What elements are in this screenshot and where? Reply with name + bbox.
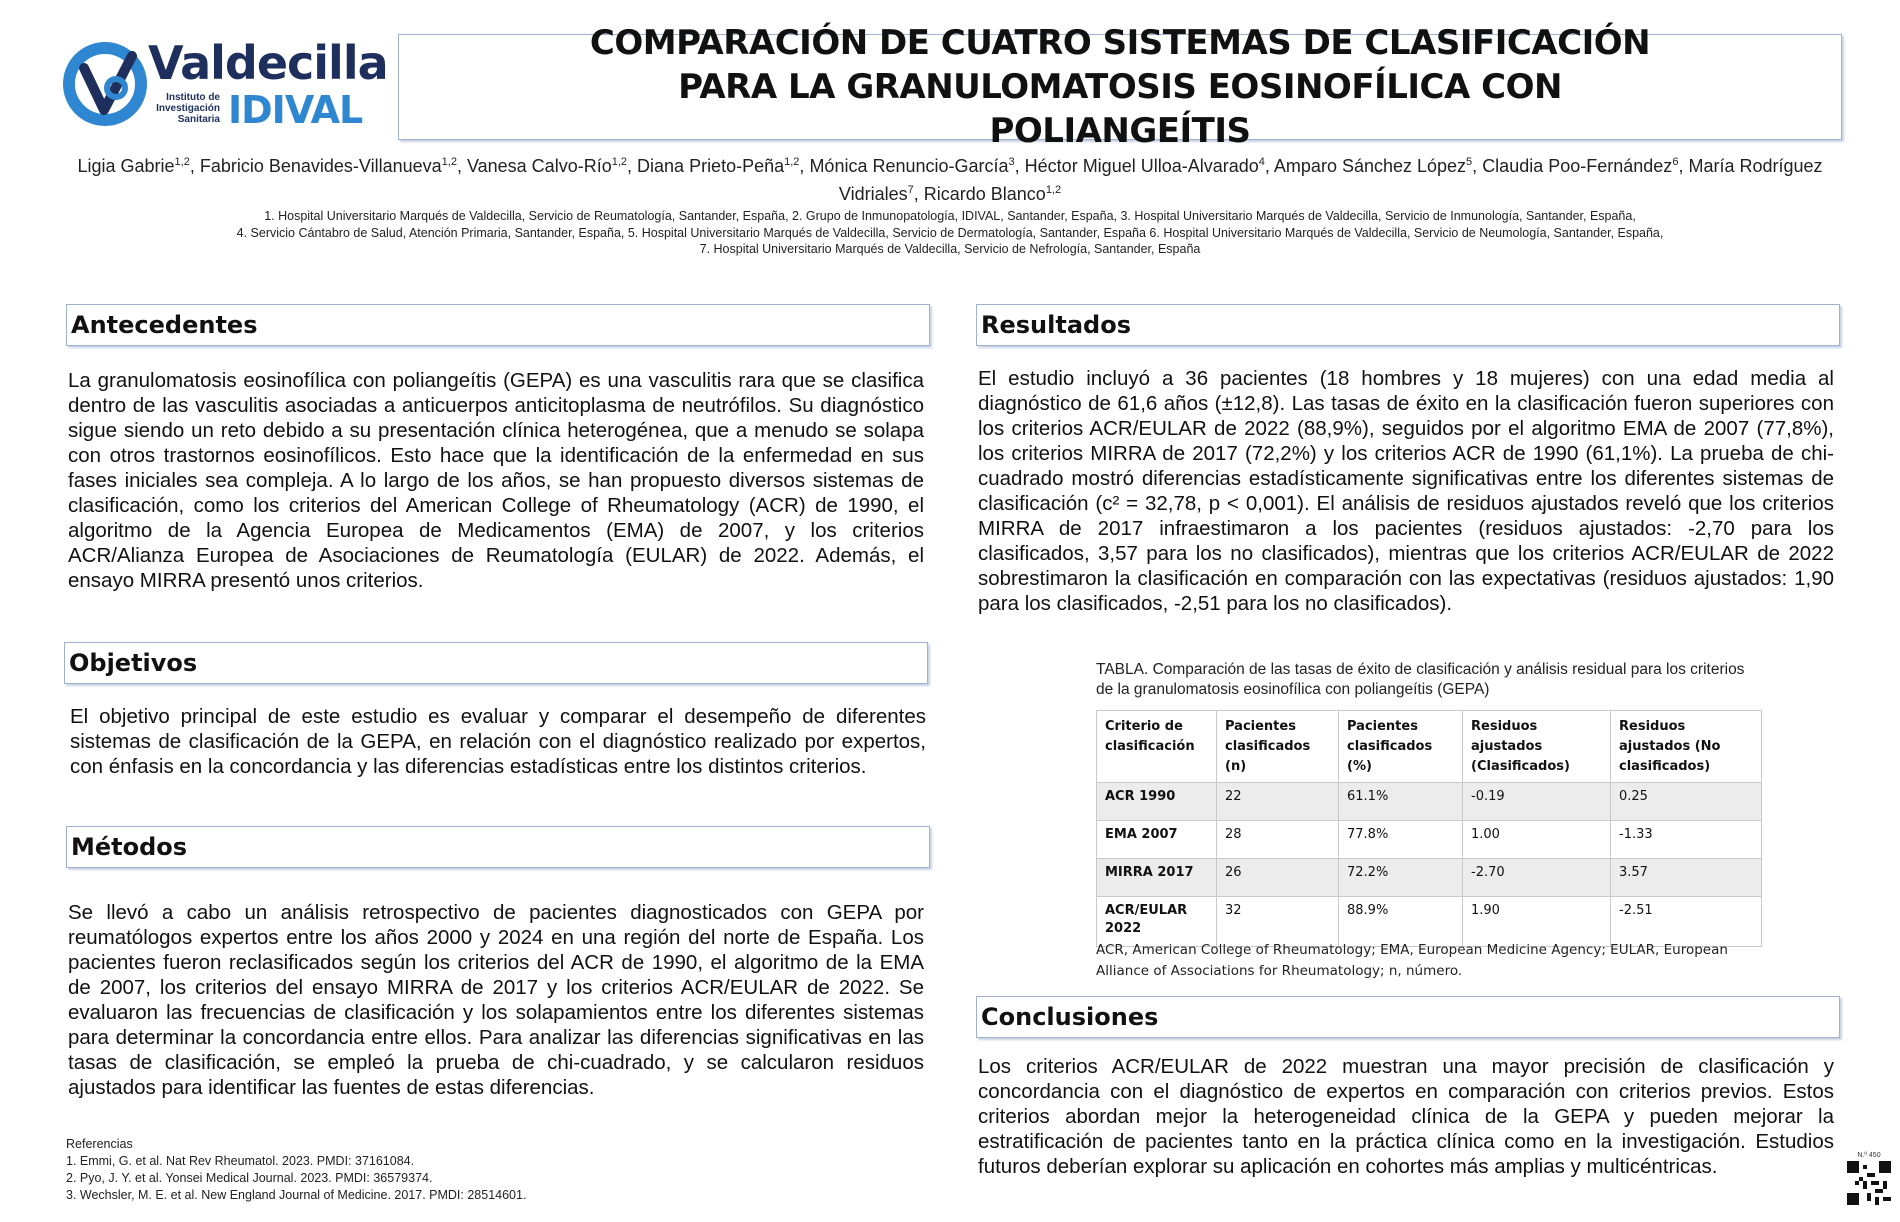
table-cell: 22 <box>1217 783 1339 821</box>
author <box>467 156 627 176</box>
author-affiliation-marker: 1,2 <box>174 156 190 168</box>
resultados-text: El estudio incluyó a 36 pacientes (18 hombres y 18 mujeres) con una edad media al diagnóstico de 61,6 años (±12,8). Las tasas de éxito en la clasificación fueron superiores con los criterios ACR/EULAR de 2022 (88,9%), seguidos por el algoritmo EMA de 2007 (77,8%), los criterios MIRRA de 2017 (72,2%) y los criterios ACR de 1990 (61,1%). La prueba de chi-cuadrado mostró diferencias estadísticamente significativas entre los diferentes sistemas de clasificación (c² = 32,78, p < 0,001). El análisis de residuos ajustados reveló que los criterios MIRRA de 2017 infraestimaron a los pacientes (residuos ajustados: -2,70 para los clasificados, 3,57 para los no clasificados), mientras que los criterios ACR/EULAR de 2022 sobrestimaron la clasificación en comparación con las expectativas (residuos ajustados: 1,90 para los clasificados, -2,51 para los no clasificados). <box>978 367 1834 615</box>
reference-item: 3. Wechsler, M. E. et al. New England Journal of Medicine. 2017. PMDI: 28514601. <box>66 1188 527 1202</box>
author-affiliation-marker: 7 <box>907 184 914 196</box>
table-header: Residuos ajustados (Clasificados) <box>1463 711 1611 783</box>
table-cell: -2.70 <box>1463 859 1611 897</box>
author-affiliation-marker: 1,2 <box>784 156 800 168</box>
valdecilla-idival-logo <box>62 36 392 132</box>
table-cell: 0.25 <box>1611 783 1762 821</box>
table-row <box>1097 783 1762 821</box>
table-header: Criterio de clasificación <box>1097 711 1217 783</box>
table-header: Pacientes clasificados (%) <box>1339 711 1463 783</box>
reference-item: 1. Emmi, G. et al. Nat Rev Rheumatol. 2023. PMDI: 37161084. <box>66 1154 415 1168</box>
table-footnote: ACR, American College of Rheumatology; EMA, European Medicine Agency; EULAR, European Alliance of Associations for Rheumatology; n, número. <box>1096 942 1728 979</box>
table-cell: ACR 1990 <box>1097 783 1217 821</box>
conclusiones-text: Los criterios ACR/EULAR de 2022 muestran una mayor precisión de clasificación y concordancia con el diagnóstico de expertos en comparación con criterios previos. Estos criterios abordan mejor la heterogeneidad clínica de la GEPA y pueden mejorar la estratificación de pacientes tanto en la práctica clínica como en la investigación. Estudios futuros deberían explorar su aplicación en cohortes más amplias y multicéntricas. <box>978 1055 1834 1178</box>
author-name: Amparo Sánchez López <box>1273 156 1467 176</box>
resultados-heading: Resultados <box>976 304 1840 346</box>
affiliations <box>40 208 1860 258</box>
logo-name: Valdecilla <box>148 36 388 90</box>
valdecilla-emblem-icon <box>62 38 148 130</box>
table-cell: 61.1% <box>1339 783 1463 821</box>
author <box>637 156 799 176</box>
author-affiliation-marker: 1,2 <box>611 156 628 168</box>
table-cell: -1.33 <box>1611 821 1762 859</box>
objetivos-heading: Objetivos <box>64 642 928 684</box>
table-cell: 3.57 <box>1611 859 1762 897</box>
author-name: Diana Prieto-Peña <box>637 156 785 176</box>
author-affiliation-marker: 1,2 <box>1045 184 1062 196</box>
table-cell: 77.8% <box>1339 821 1463 859</box>
author <box>1274 156 1472 176</box>
antecedentes-text: La granulomatosis eosinofílica con poliangeítis (GEPA) es una vasculitis rara que se clasifica dentro de las vasculitis asociadas a anticuerpos anticitoplasma de neutrófilos. Su diagnóstico sigue siendo un reto debido a su presentación clínica heterogénea, que a menudo se solapa con otros trastornos eosinofílicos. Esto hace que la identificación de la enfermedad en sus fases iniciales sea compleja. A lo largo de los años, se han propuesto diversos sistemas de clasificación, como los criterios del American College of Rheumatology (ACR) de 1990, el algoritmo de la Agencia Europea de Medicamentos (EMA) de 2007, y los criterios ACR/Alianza Europea de Asociaciones de Reumatología (EULAR) de 2022. Además, el ensayo MIRRA presentó unos criterios. <box>68 369 924 592</box>
table-cell: EMA 2007 <box>1097 821 1217 859</box>
affiliation-line: 1. Hospital Universitario Marqués de Valdecilla, Servicio de Reumatología, Santander, España, 2. Grupo de Inmunopatología, IDIVAL, Santander, España, 3. Hospital Universitario Marqués de Valdecilla, Servicio de Inmunología, Santander, España, <box>264 209 1636 223</box>
author-affiliation-marker: 5 <box>1466 156 1473 168</box>
author-affiliation-marker: 4 <box>1258 156 1265 168</box>
author <box>77 156 189 176</box>
affiliation-line: 4. Servicio Cántabro de Salud, Atención Primaria, Santander, España, 5. Hospital Universitario Marqués de Valdecilla, Servicio de Dermatología, Santander, España 6. Hospital Universitario Marqués de Valdecilla, Servicio de Neumología, Santander, España, <box>236 225 1664 240</box>
references <box>66 1136 766 1204</box>
logo-idival: IDIVAL <box>228 88 363 132</box>
author-affiliation-marker: 3 <box>1008 156 1015 168</box>
table-cell: 72.2% <box>1339 859 1463 897</box>
table-row <box>1097 821 1762 859</box>
table-cell: 1.90 <box>1463 897 1611 947</box>
author-name: Mónica Renuncio-García <box>809 156 1009 176</box>
table-cell: 26 <box>1217 859 1339 897</box>
conclusiones-heading: Conclusiones <box>976 996 1840 1038</box>
author <box>809 156 1014 176</box>
author-name: Ricardo Blanco <box>923 184 1046 204</box>
qr-code-icon <box>1847 1161 1891 1205</box>
objetivos-text: El objetivo principal de este estudio es evaluar y comparar el desempeño de diferentes sistemas de clasificación de la GEPA, en relación con el diagnóstico realizado por expertos, con énfasis en la concordancia y las diferencias estadísticas entre los distintos criterios. <box>70 705 926 778</box>
author-name: Claudia Poo-Fernández <box>1482 156 1673 176</box>
author-affiliation-marker: 6 <box>1672 156 1679 168</box>
table-caption: TABLA. Comparación de las tasas de éxito de clasificación y análisis residual para los criterios de la granulomatosis eosinofílica con poliangeítis (GEPA) <box>1096 661 1745 698</box>
table-header-row <box>1097 711 1762 783</box>
author-list: Ligia Gabrie$^{1,2}$, Fabricio Benavides-Villanueva$^{1,2}$, Vanesa Calvo-Río$^{1,2}$, Diana Prieto-Peña$^{1,2}$, Mónica Renuncio-García$^3$, Héctor Miguel Ulloa-Alvarado$^4$, Amparo Sánchez López$^5$, Claudia Poo-Fernández$^6$, María Rodríguez Vidriales$^7$, Ricardo Blanco$^{1,2}$ <box>77 156 1823 204</box>
table-cell: -2.51 <box>1611 897 1762 947</box>
author <box>924 184 1061 204</box>
affiliation-line: 7. Hospital Universitario Marqués de Valdecilla, Servicio de Nefrología, Santander, España <box>699 242 1201 256</box>
logo-subtitle: Instituto de Investigación Sanitaria <box>156 92 220 125</box>
poster-title: COMPARACIÓN DE CUATRO SISTEMAS DE CLASIFICACIÓN PARA LA GRANULOMATOSIS EOSINOFÍLICA CON POLIANGEÍTIS <box>589 23 1651 151</box>
author <box>1482 156 1678 176</box>
author-name: María Rodríguez Vidriales <box>838 156 1823 204</box>
table-header: Residuos ajustados (No clasificados) <box>1611 711 1762 783</box>
author <box>1025 156 1265 176</box>
table-row <box>1097 897 1762 947</box>
table-header: Pacientes clasificados (n) <box>1217 711 1339 783</box>
author-name: Fabricio Benavides-Villanueva <box>199 156 442 176</box>
table-cell: MIRRA 2017 <box>1097 859 1217 897</box>
reference-item: 2. Pyo, J. Y. et al. Yonsei Medical Journal. 2023. PMDI: 36579374. <box>66 1171 433 1185</box>
table-row <box>1097 859 1762 897</box>
table-cell: ACR/EULAR 2022 <box>1097 897 1217 947</box>
title-box <box>398 23 1842 151</box>
table-cell: 28 <box>1217 821 1339 859</box>
author-affiliation-marker: 1,2 <box>441 156 457 168</box>
antecedentes-heading: Antecedentes <box>66 304 930 346</box>
author-name: Ligia Gabrie <box>77 156 175 176</box>
author <box>200 156 457 176</box>
table-cell: 1.00 <box>1463 821 1611 859</box>
qr-code[interactable] <box>1846 1152 1892 1216</box>
results-table <box>1096 710 1762 947</box>
metodos-heading: Métodos <box>66 826 930 868</box>
table-cell: 88.9% <box>1339 897 1463 947</box>
references-heading: Referencias <box>66 1137 133 1151</box>
author-name: Héctor Miguel Ulloa-Alvarado <box>1024 156 1259 176</box>
poster-number: N.º 450 <box>1857 1152 1881 1159</box>
table-cell: -0.19 <box>1463 783 1611 821</box>
metodos-text: Se llevó a cabo un análisis retrospectivo de pacientes diagnosticados con GEPA por reumatólogos expertos entre los años 2000 y 2024 en una región del norte de España. Los pacientes fueron reclasificados según los criterios del ACR de 1990, el algoritmo de la EMA de 2007, los criterios del ensayo MIRRA de 2017 y los criterios ACR/EULAR de 2022. Se evaluaron las frecuencias de clasificación y los solapamientos entre los diferentes sistemas para determinar la concordancia entre ellos. Para analizar las diferencias significativas en las tasas de clasificación, se empleó la prueba de chi-cuadrado, y se calcularon residuos ajustados para identificar las fuentes de estas diferencias. <box>68 901 924 1099</box>
table-cell: 32 <box>1217 897 1339 947</box>
author-name: Vanesa Calvo-Río <box>466 156 612 176</box>
